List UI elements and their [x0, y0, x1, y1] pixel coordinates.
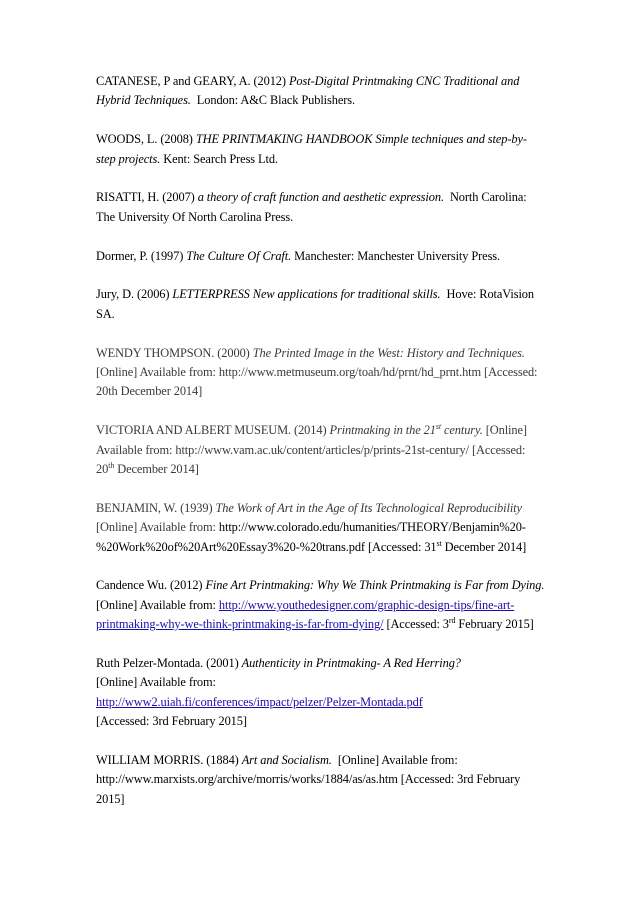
- reference-online: [Online] Available from:: [337, 753, 458, 768]
- reference-vam: [96, 421, 546, 479]
- reference-publisher: North Carolina: The University Of North Carolina Press.: [96, 190, 527, 224]
- reference-publisher: Manchester: Manchester University Press.: [294, 248, 501, 263]
- reference-publisher: London: A&C Black Publishers.: [196, 93, 355, 108]
- reference-publisher: Kent: Search Press Ltd.: [163, 151, 278, 166]
- reference-author: WENDY THOMPSON. (2000): [96, 345, 250, 360]
- reference-url: http://www.marxists.org/archive/morris/works/1884/as/as.htm: [96, 772, 398, 787]
- reference-title: Fine Art Printmaking: Why We Think Printmaking is Far from Dying.: [205, 578, 545, 593]
- reference-url: http://www.colorado.edu/humanities/THEORY/Benjamin%20-%20Work%20of%20Art%20Essay3%20-%20trans.pdf: [96, 520, 526, 554]
- reference-dormer: [96, 247, 546, 266]
- reference-wu: [96, 576, 546, 634]
- reference-title: a theory of craft function and aesthetic expression.: [197, 190, 444, 205]
- reference-title: The Culture Of Craft.: [186, 248, 292, 263]
- reference-morris: [96, 751, 546, 809]
- reference-author: CATANESE, P and GEARY, A. (2012): [96, 74, 286, 88]
- reference-publisher: Hove: RotaVision SA.: [96, 287, 534, 321]
- reference-url: http://www.metmuseum.org/toah/hd/prnt/hd_prnt.htm: [218, 365, 482, 380]
- reference-title: Printmaking in the 21st century.: [329, 422, 483, 438]
- reference-accessed: [Accessed: 20th December 2014]: [96, 442, 526, 477]
- reference-title: Art and Socialism.: [241, 753, 332, 768]
- reference-online: [Online] Available from:: [96, 520, 216, 535]
- reference-accessed: [Accessed: 31st December 2014]: [367, 538, 527, 554]
- reference-author: Jury, D. (2006): [96, 287, 170, 302]
- reference-woods: [96, 130, 546, 169]
- reference-accessed: [Accessed: 20th December 2014]: [96, 365, 538, 399]
- reference-author: WOODS, L. (2008): [96, 132, 193, 147]
- reference-link[interactable]: http://www.youthedesigner.com/graphic-design-tips/fine-art-printmaking-why-we-think-printmaking-is-far-from-dying/: [96, 597, 515, 632]
- reference-online: [Online] Available from:: [96, 675, 216, 690]
- reference-author: Ruth Pelzer-Montada. (2001): [96, 656, 239, 671]
- reference-accessed: [Accessed: 3rd February 2015]: [386, 616, 534, 632]
- references-page: [96, 72, 546, 829]
- reference-author: VICTORIA AND ALBERT MUSEUM. (2014): [96, 423, 327, 438]
- reference-title: Authenticity in Printmaking- A Red Herring?: [241, 656, 461, 671]
- reference-link[interactable]: http://www2.uiah.fi/conferences/impact/pelzer/Pelzer-Montada.pdf: [96, 694, 423, 709]
- reference-benjamin: [96, 499, 546, 557]
- reference-author: Candence Wu. (2012): [96, 578, 203, 593]
- reference-title: The Work of Art in the Age of Its Technological Reproducibility: [215, 500, 522, 515]
- reference-accessed: [Accessed: 3rd February 2015]: [96, 772, 521, 806]
- reference-author: BENJAMIN, W. (1939): [96, 500, 213, 515]
- reference-online-url: [Online] Available from: http://www.vam.ac.uk/content/articles/p/prints-21st-century/: [96, 423, 527, 457]
- reference-author: RISATTI, H. (2007): [96, 190, 195, 205]
- reference-thompson: [96, 344, 546, 402]
- reference-risatti: [96, 188, 546, 227]
- reference-catanese: [96, 72, 546, 111]
- reference-title: The Printed Image in the West: History and Techniques.: [252, 345, 525, 360]
- reference-jury: [96, 285, 546, 324]
- reference-online: [Online] Available from:: [96, 597, 216, 612]
- reference-title: LETTERPRESS New applications for traditional skills.: [172, 287, 441, 302]
- reference-author: Dormer, P. (1997): [96, 248, 184, 263]
- reference-online: [Online] Available from:: [96, 365, 216, 380]
- reference-author: WILLIAM MORRIS. (1884): [96, 753, 239, 768]
- reference-title: Post-Digital Printmaking CNC Traditional and Hybrid Techniques.: [96, 74, 520, 108]
- reference-title: THE PRINTMAKING HANDBOOK Simple techniques and step-by-step projects.: [96, 132, 527, 166]
- reference-pelzer-montada: [96, 654, 546, 732]
- reference-accessed: [Accessed: 3rd February 2015]: [96, 714, 247, 729]
